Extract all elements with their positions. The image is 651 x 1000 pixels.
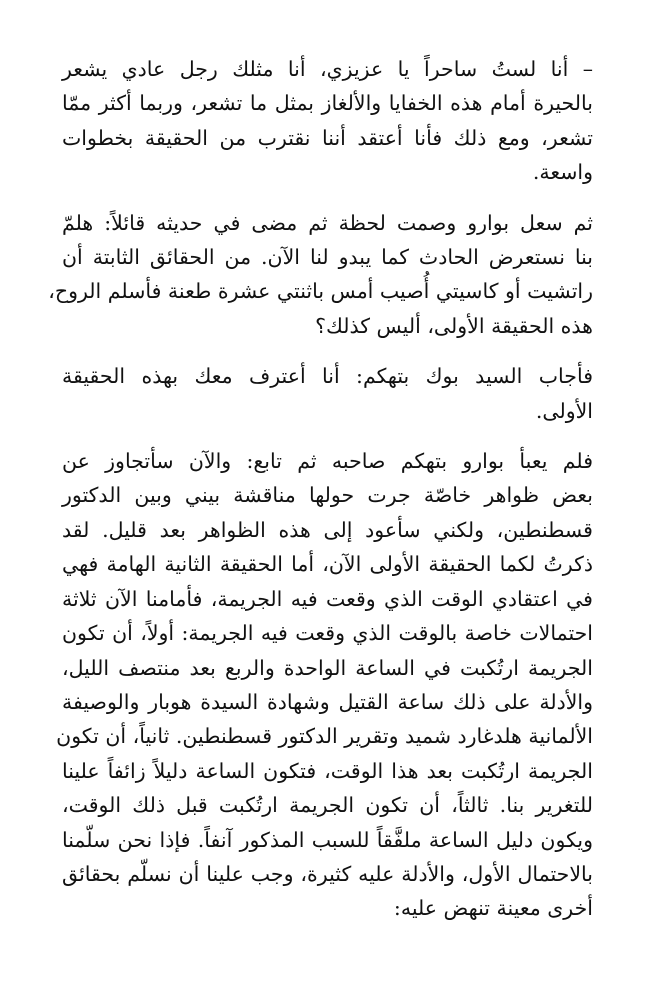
- text-line: بعض ظواهر خاصّة جرت حولها مناقشة بيني وبين الدكتور: [62, 483, 593, 508]
- text-line: هذه الحقيقة الأولى، أليس كذلك؟: [315, 313, 593, 338]
- text-line: للتغرير بنا. ثالثاً، أن تكون الجريمة ارتُكبت قبل ذلك الوقت،: [62, 793, 593, 818]
- text-line: بالاحتمال الأول، والأدلة عليه كثيرة، وجب علينا أن نسلّم بحقائق: [62, 861, 593, 886]
- paragraph-4: [56, 444, 593, 926]
- text-line: فلم يعبأ بوارو بتهكم صاحبه ثم تابع: والآن سأتجاوز عن: [62, 449, 593, 474]
- paragraph-1: [62, 52, 593, 190]
- text-line: بنا نستعرض الحادث كما يبدو لنا الآن. من الحقائق الثابتة أن: [62, 245, 593, 270]
- paragraph-2: [48, 206, 593, 344]
- text-line: فأجاب السيد بوك بتهكم: أنا أعترف معك بهذه الحقيقة: [62, 364, 593, 389]
- text-line: ثم سعل بوارو وصمت لحظة ثم مضى في حديثه قائلاً: هلمّ: [62, 210, 593, 235]
- text-line: الجريمة ارتُكبت في الساعة الواحدة والربع بعد منتصف الليل،: [62, 655, 593, 680]
- text-line: والأدلة على ذلك ساعة القتيل وشهادة السيدة هوبار والوصيفة: [62, 689, 593, 714]
- text-line: الألمانية هلدغارد شميد وتقرير الدكتور قسطنطين. ثانياً، أن تكون: [56, 724, 593, 749]
- text-line: ويكون دليل الساعة ملفَّقاً للسبب المذكور آنفاً. فإذا نحن سلّمنا: [62, 827, 593, 852]
- text-line: الأولى.: [535, 398, 593, 423]
- text-line: تشعر، ومع ذلك فأنا أعتقد أننا نقترب من الحقيقة بخطوات: [62, 125, 593, 150]
- text-line: في اعتقادي الوقت الذي وقعت فيه الجريمة، فأمامنا الآن ثلاثة: [62, 586, 593, 611]
- text-line: الجريمة ارتُكبت بعد هذا الوقت، فتكون الساعة دليلاً زائفاً علينا: [62, 758, 593, 783]
- paragraph-3: [62, 359, 593, 428]
- text-line: ذكرتُ لكما الحقيقة الأولى الآن، أما الحقيقة الثانية الهامة فهي: [62, 552, 593, 577]
- text-line: – أنا لستُ ساحراً يا عزيزي، أنا مثلك رجل عادي يشعر: [62, 57, 593, 81]
- text-line: واسعة.: [532, 160, 593, 185]
- text-line: بالحيرة أمام هذه الخفايا والألغاز بمثل ما تشعر، وربما أكثر ممّا: [62, 91, 593, 116]
- text-line: أخرى معينة تنهض عليه:: [393, 896, 593, 921]
- text-line: احتمالات خاصة بالوقت الذي وقعت فيه الجريمة: أولاً، أن تكون: [62, 621, 593, 646]
- text-line: قسطنطين، ولكني سأعود إلى هذه الظواهر بعد قليل. لقد: [62, 517, 593, 542]
- book-page: [48, 52, 593, 942]
- text-line: راتشيت أو كاسيتي أُصيب أمس باثنتي عشرة طعنة فأسلم الروح،: [48, 279, 593, 304]
